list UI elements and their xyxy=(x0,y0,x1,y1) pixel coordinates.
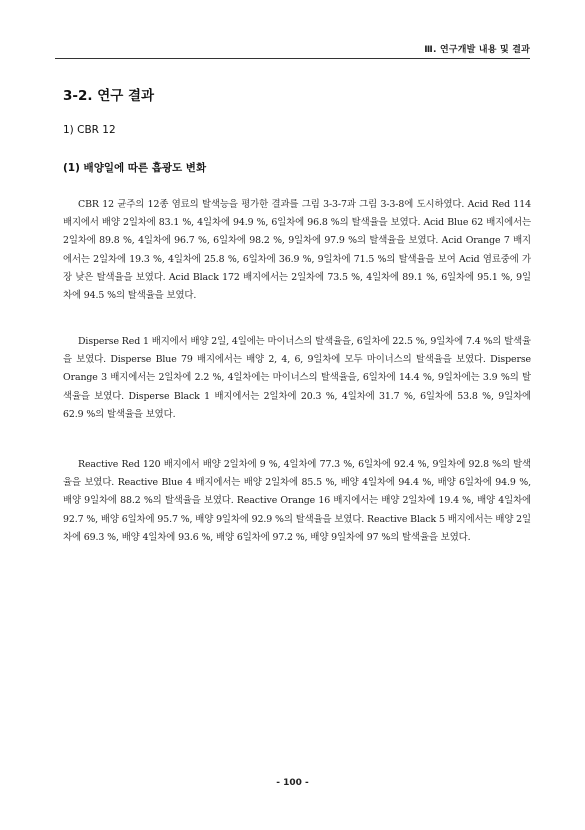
paragraph-reactive-dyes: Reactive Red 120 배지에서 배양 2일차에 9 %, 4일차에 77.3 %, 6일차에 92.4 %, 9일차에 92.8 %의 탈색율을 보였다. Reactive Blue 4 배지에서는 배양 2일차에 85.5 %, 배양 4일차에 94.4 %, 배양 6일차에 94.9 %, 배양 9일차에 88.2 %의 탈색율을 보였다. Reactive Orange 16 배지에서는 배양 2일차에 19.4 %, 배양 4일차에 92.7 %, 배양 6일차에 95.7 %, 배양 9일차에 92.9 %의 탈색율을 보였다. Reactive Black 5 배지에서는 배양 2일차에 69.3 %, 배양 4일차에 93.6 %, 배양 6일차에 97.2 %, 배양 9일차에 97 %의 탈색율을 보였다. xyxy=(63,459,531,543)
subsubsection-title: (1) 배양일에 따른 흡광도 변화 xyxy=(63,162,207,174)
subsection-title: 1) CBR 12 xyxy=(63,124,116,136)
running-header: Ⅲ. 연구개발 내용 및 결과 xyxy=(424,45,530,55)
section-title: 3-2. 연구 결과 xyxy=(63,88,155,104)
page-number: - 100 - xyxy=(276,778,309,788)
paragraph-acid-dyes: CBR 12 균주의 12종 염료의 탈색능을 평가한 결과를 그림 3-3-7과 그림 3-3-8에 도시하였다. Acid Red 114 배지에서 배양 2일차에 83.1 %, 4일차에 94.9 %, 6일차에 96.8 %의 탈색율을 보였다. Acid Blue 62 배지에서는 2일차에 89.8 %, 4일차에 96.7 %, 6일차에 98.2 %, 9일차에 97.9 %의 탈색율을 보였다. Acid Orange 7 배지에서는 2일차에 19.3 %, 4일차에 25.8 %, 6일차에 36.9 %, 9일차에 71.5 %의 탈색율을 보여 Acid 염료중에 가장 낮은 탈색율을 보였다. Acid Black 172 배지에서는 2일차에 73.5 %, 4일차에 89.1 %, 6일차에 95.1 %, 9일차에 94.5 %의 탈색율을 보였다. xyxy=(63,199,531,302)
header-divider xyxy=(55,58,530,59)
paragraph-disperse-dyes: Disperse Red 1 배지에서 배양 2일, 4일에는 마이너스의 탈색율을, 6일차에 22.5 %, 9일차에 7.4 %의 탈색율을 보였다. Disperse Blue 79 배지에서는 배양 2, 4, 6, 9일차에 모두 마이너스의 탈색율을 보였다. Disperse Orange 3 배지에서는 2일차에 2.2 %, 4일차에는 마이너스의 탈색율을, 6일차에 14.4 %, 9일차에는 3.9 %의 탈색율을 보였다. Disperse Black 1 배지에서는 2일차에 20.3 %, 4일차에 31.7 %, 6일차에 53.8 %, 9일차에 62.9 %의 탈색율을 보였다. xyxy=(63,336,531,420)
